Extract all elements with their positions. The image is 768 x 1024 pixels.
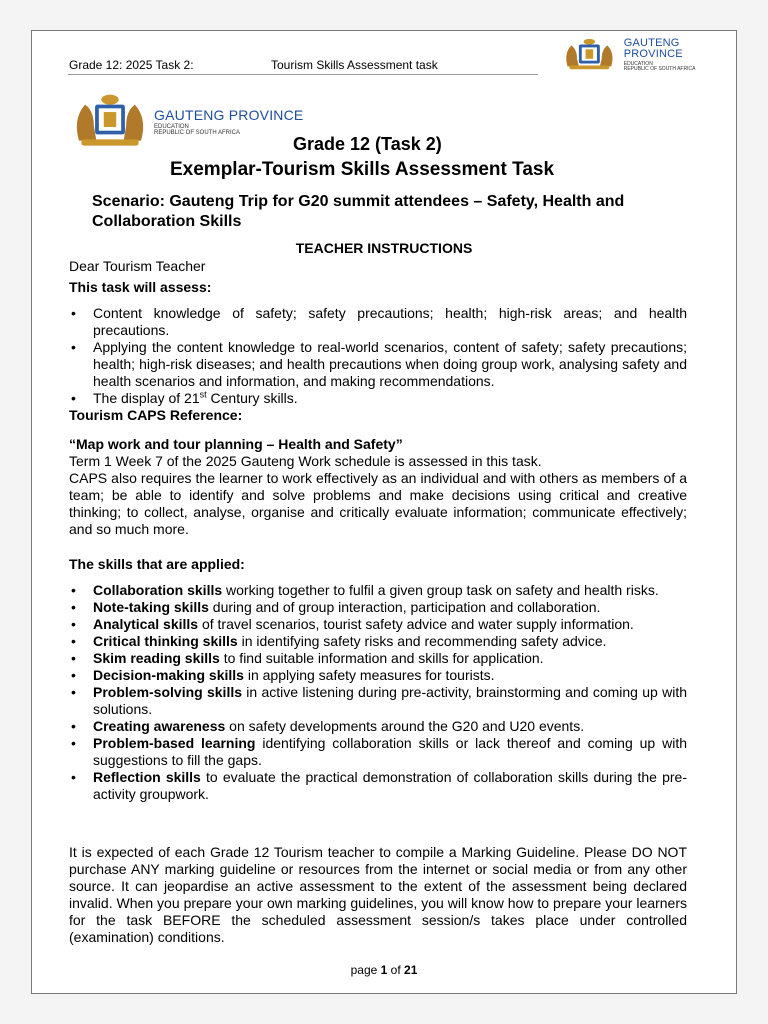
list-item: • Reflection skills to evaluate the practical demonstration of collaboration skills during the pre-activity groupwork. — [69, 769, 687, 803]
list-item: • Skim reading skills to find suitable information and skills for application. — [69, 650, 687, 667]
skills-section — [69, 556, 687, 803]
logo-country: REPUBLIC OF SOUTH AFRICA — [623, 66, 696, 72]
running-header — [69, 58, 438, 72]
assess-list — [69, 305, 687, 407]
list-item: • Content knowledge of safety; safety precautions; health; high-risk areas; and health precautions. — [69, 305, 687, 339]
header-grade-task: Grade 12: 2025 Task 2: — [69, 58, 194, 72]
list-item: • Decision-making skills in applying safety measures for tourists. — [69, 667, 687, 684]
caps-quote: “Map work and tour planning – Health and Safety” — [69, 436, 403, 452]
logo-dept: EDUCATION — [623, 61, 653, 67]
coat-of-arms-icon — [558, 37, 621, 73]
list-item: • Collaboration skills working together to fulfil a given group task on safety and health risks. — [69, 582, 687, 599]
list-item: • Problem-solving skills in active listening during pre-activity, brainstorming and coming up with solutions. — [69, 684, 687, 718]
skills-heading: The skills that are applied: — [69, 556, 245, 572]
list-item: • Note-taking skills during and of group interaction, participation and collaboration. — [69, 599, 687, 616]
caps-section — [69, 436, 687, 538]
document-page — [31, 30, 737, 994]
caps-text-requirements: CAPS also requires the learner to work effectively as an individual and with others as members of a team; be able to identify and solve problems and make decisions using critical and creative thinking; to collect, analyse, organise and critically evaluate information; communicate effectively; and so much more. — [69, 470, 687, 537]
coat-of-arms-icon — [69, 93, 151, 151]
assess-heading: This task will assess: — [69, 279, 212, 295]
header-task-title: Tourism Skills Assessment task — [271, 58, 438, 72]
caps-heading: Tourism CAPS Reference: — [69, 407, 243, 423]
assessment-section — [69, 258, 687, 424]
list-item: • Creating awareness on safety developments around the G20 and U20 events. — [69, 718, 687, 735]
title-logo — [69, 93, 303, 151]
logo-country: REPUBLIC OF SOUTH AFRICA — [154, 130, 241, 136]
logo-brand: GAUTENG PROVINCE — [154, 107, 304, 123]
list-item: • Analytical skills of travel scenarios, tourist safety advice and water supply information. — [69, 616, 687, 633]
scenario-heading: Scenario: Gauteng Trip for G20 summit attendees – Safety, Health and Collaboration Skills — [92, 193, 625, 230]
header-rule — [68, 74, 538, 75]
header-logo — [558, 37, 736, 73]
page-number: page 1 of 21 — [350, 963, 418, 977]
list-item: • Applying the content knowledge to real-world scenarios, content of safety; safety precautions; health; high-risk diseases; and health precautions when doing group work, analysing safety and health scenarios and information, and making recommendations. — [69, 339, 687, 390]
list-item: • Critical thinking skills in identifying safety risks and recommending safety advice. — [69, 633, 687, 650]
logo-dept: EDUCATION — [154, 124, 189, 130]
page-title-grade: Grade 12 (Task 2) — [293, 134, 442, 154]
page-title-task: Exemplar-Tourism Skills Assessment Task — [170, 159, 555, 180]
closing-paragraph: It is expected of each Grade 12 Tourism teacher to compile a Marking Guideline. Please DO NOT purchase ANY marking guideline or resources from the internet or social media or from any other source. It can jeopardise an active assessment to the extent of the assessment being declared invalid. When you prepare your own marking guidelines, you will know how to prepare your learners for the task BEFORE the scheduled assessment session/s takes place under controlled (examination) conditions. — [69, 844, 687, 945]
skills-list — [69, 582, 687, 803]
list-item: • The display of 21st Century skills. — [69, 390, 687, 407]
logo-brand: GAUTENG PROVINCE — [623, 37, 683, 60]
greeting: Dear Tourism Teacher — [69, 258, 206, 274]
caps-text-week: Term 1 Week 7 of the 2025 Gauteng Work schedule is assessed in this task. — [69, 453, 542, 469]
instructions-heading: TEACHER INSTRUCTIONS — [295, 240, 473, 256]
list-item: • Problem-based learning identifying collaboration skills or lack thereof and coming up with suggestions to fill the gaps. — [69, 735, 687, 769]
